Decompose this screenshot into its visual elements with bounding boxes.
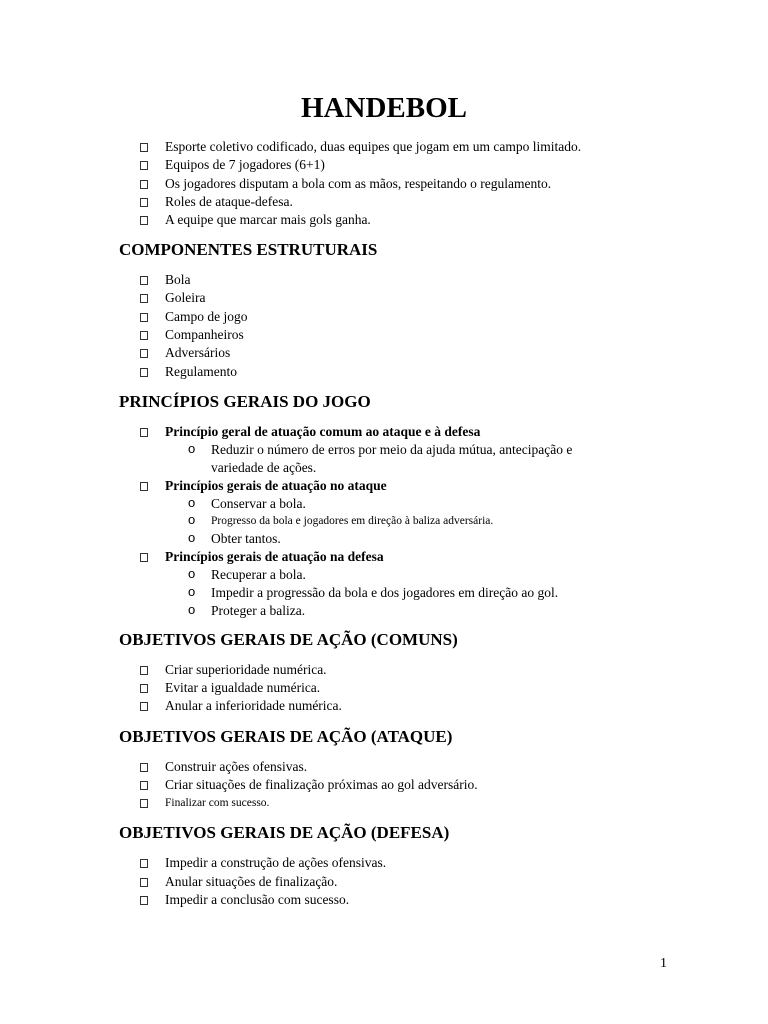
list-item: Construir ações ofensivas. — [140, 758, 148, 776]
square-bullet-icon — [140, 859, 148, 868]
list-item: Os jogadores disputam a bola com as mãos, respeitando o regulamento. — [140, 175, 148, 193]
circle-bullet-icon: o — [188, 495, 196, 510]
section-heading: PRINCÍPIOS GERAIS DO JOGO — [119, 392, 371, 411]
list-item: Goleira — [140, 289, 148, 307]
list-item: Anular situações de finalização. — [140, 873, 148, 891]
square-bullet-icon — [140, 331, 148, 340]
square-bullet-icon — [140, 143, 148, 152]
circle-bullet-icon: o — [188, 512, 196, 527]
square-bullet-icon — [140, 666, 148, 675]
square-bullet-icon — [140, 276, 148, 285]
list-item: Princípios gerais de atuação no ataque — [140, 477, 148, 495]
sub-list-item-continuation: variedade de ações. — [211, 460, 317, 475]
list-item: Finalizar com sucesso. — [140, 794, 148, 812]
square-bullet-icon — [140, 763, 148, 772]
circle-bullet-icon: o — [188, 530, 196, 545]
list-item: Princípios gerais de atuação na defesa — [140, 548, 148, 566]
list-item: Adversários — [140, 344, 148, 362]
document-page: HANDEBOL Esporte coletivo codificado, duas equipes que jogam em um campo limitado. Equipos de 7 jogadores (6+1) Os jogadores disputam a bola com as mãos, respeitando o regulamento. Roles de ataque-defesa. A equipe que marcar mais gols ganha. COMPONENTES ESTRUTURAIS Bola Goleira Campo de jogo Companheiros Adversários Regulamento PRINCÍPIOS GERAIS DO JOGO Princípio geral de atuação comum ao ataque e à defesa o Reduzir o número de erros por meio da ajuda mútua, antecipação e variedade de ações. Princípios gerais de atuação no ataque o Conservar a bola. o Progresso da bola e jogadores em direção à baliza adversária. o Obter tantos. Princípios gerais de atuação na defesa o Recuperar a bola. o Impedir a progressão da bola e dos jogadores em direção ao gol. o Proteger a baliza. OBJETIVOS GERAIS DE AÇÃO (COMUNS) Criar superioridade numérica. Evitar a igualdade numérica. Anular a inferioridade numérica. OBJETIVOS GERAIS DE AÇÃO (ATAQUE) Construir ações ofensivas. Criar situações de finalização próximas ao gol adversário. Finalizar com sucesso. OBJETIVOS GERAIS DE AÇÃO (DEFESA) Impedir a construção de ações ofensivas. Anular situações de finalização. Impedir a conclusão com sucesso. 1 — [0, 0, 768, 1024]
list-item: Evitar a igualdade numérica. — [140, 679, 148, 697]
square-bullet-icon — [140, 349, 148, 358]
square-bullet-icon — [140, 896, 148, 905]
list-item: Criar situações de finalização próximas ao gol adversário. — [140, 776, 148, 794]
list-item: Bola — [140, 271, 148, 289]
list-item: Princípio geral de atuação comum ao ataque e à defesa — [140, 423, 148, 441]
square-bullet-icon — [140, 482, 148, 491]
list-item: Companheiros — [140, 326, 148, 344]
square-bullet-icon — [140, 878, 148, 887]
list-item: Equipos de 7 jogadores (6+1) — [140, 156, 148, 174]
square-bullet-icon — [140, 799, 148, 808]
square-bullet-icon — [140, 428, 148, 437]
square-bullet-icon — [140, 198, 148, 207]
square-bullet-icon — [140, 684, 148, 693]
circle-bullet-icon: o — [188, 566, 196, 581]
circle-bullet-icon: o — [188, 584, 196, 599]
list-item: Criar superioridade numérica. — [140, 661, 148, 679]
square-bullet-icon — [140, 216, 148, 225]
circle-bullet-icon: o — [188, 602, 196, 617]
list-item: Impedir a construção de ações ofensivas. — [140, 854, 148, 872]
square-bullet-icon — [140, 180, 148, 189]
list-item: A equipe que marcar mais gols ganha. — [140, 211, 148, 229]
list-item: Anular a inferioridade numérica. — [140, 697, 148, 715]
square-bullet-icon — [140, 368, 148, 377]
square-bullet-icon — [140, 294, 148, 303]
list-item: Esporte coletivo codificado, duas equipes que jogam em um campo limitado. — [140, 138, 148, 156]
section-heading: OBJETIVOS GERAIS DE AÇÃO (COMUNS) — [119, 630, 458, 649]
list-item: Impedir a conclusão com sucesso. — [140, 891, 148, 909]
list-item: Campo de jogo — [140, 308, 148, 326]
document-title: HANDEBOL — [301, 92, 467, 124]
section-heading: COMPONENTES ESTRUTURAIS — [119, 240, 378, 259]
section-heading: OBJETIVOS GERAIS DE AÇÃO (DEFESA) — [119, 823, 450, 842]
square-bullet-icon — [140, 161, 148, 170]
square-bullet-icon — [140, 781, 148, 790]
square-bullet-icon — [140, 702, 148, 711]
list-item: Regulamento — [140, 363, 148, 381]
square-bullet-icon — [140, 313, 148, 322]
square-bullet-icon — [140, 553, 148, 562]
list-item: Roles de ataque-defesa. — [140, 193, 148, 211]
page-number: 1 — [660, 956, 667, 971]
section-heading: OBJETIVOS GERAIS DE AÇÃO (ATAQUE) — [119, 727, 453, 746]
circle-bullet-icon: o — [188, 441, 196, 456]
